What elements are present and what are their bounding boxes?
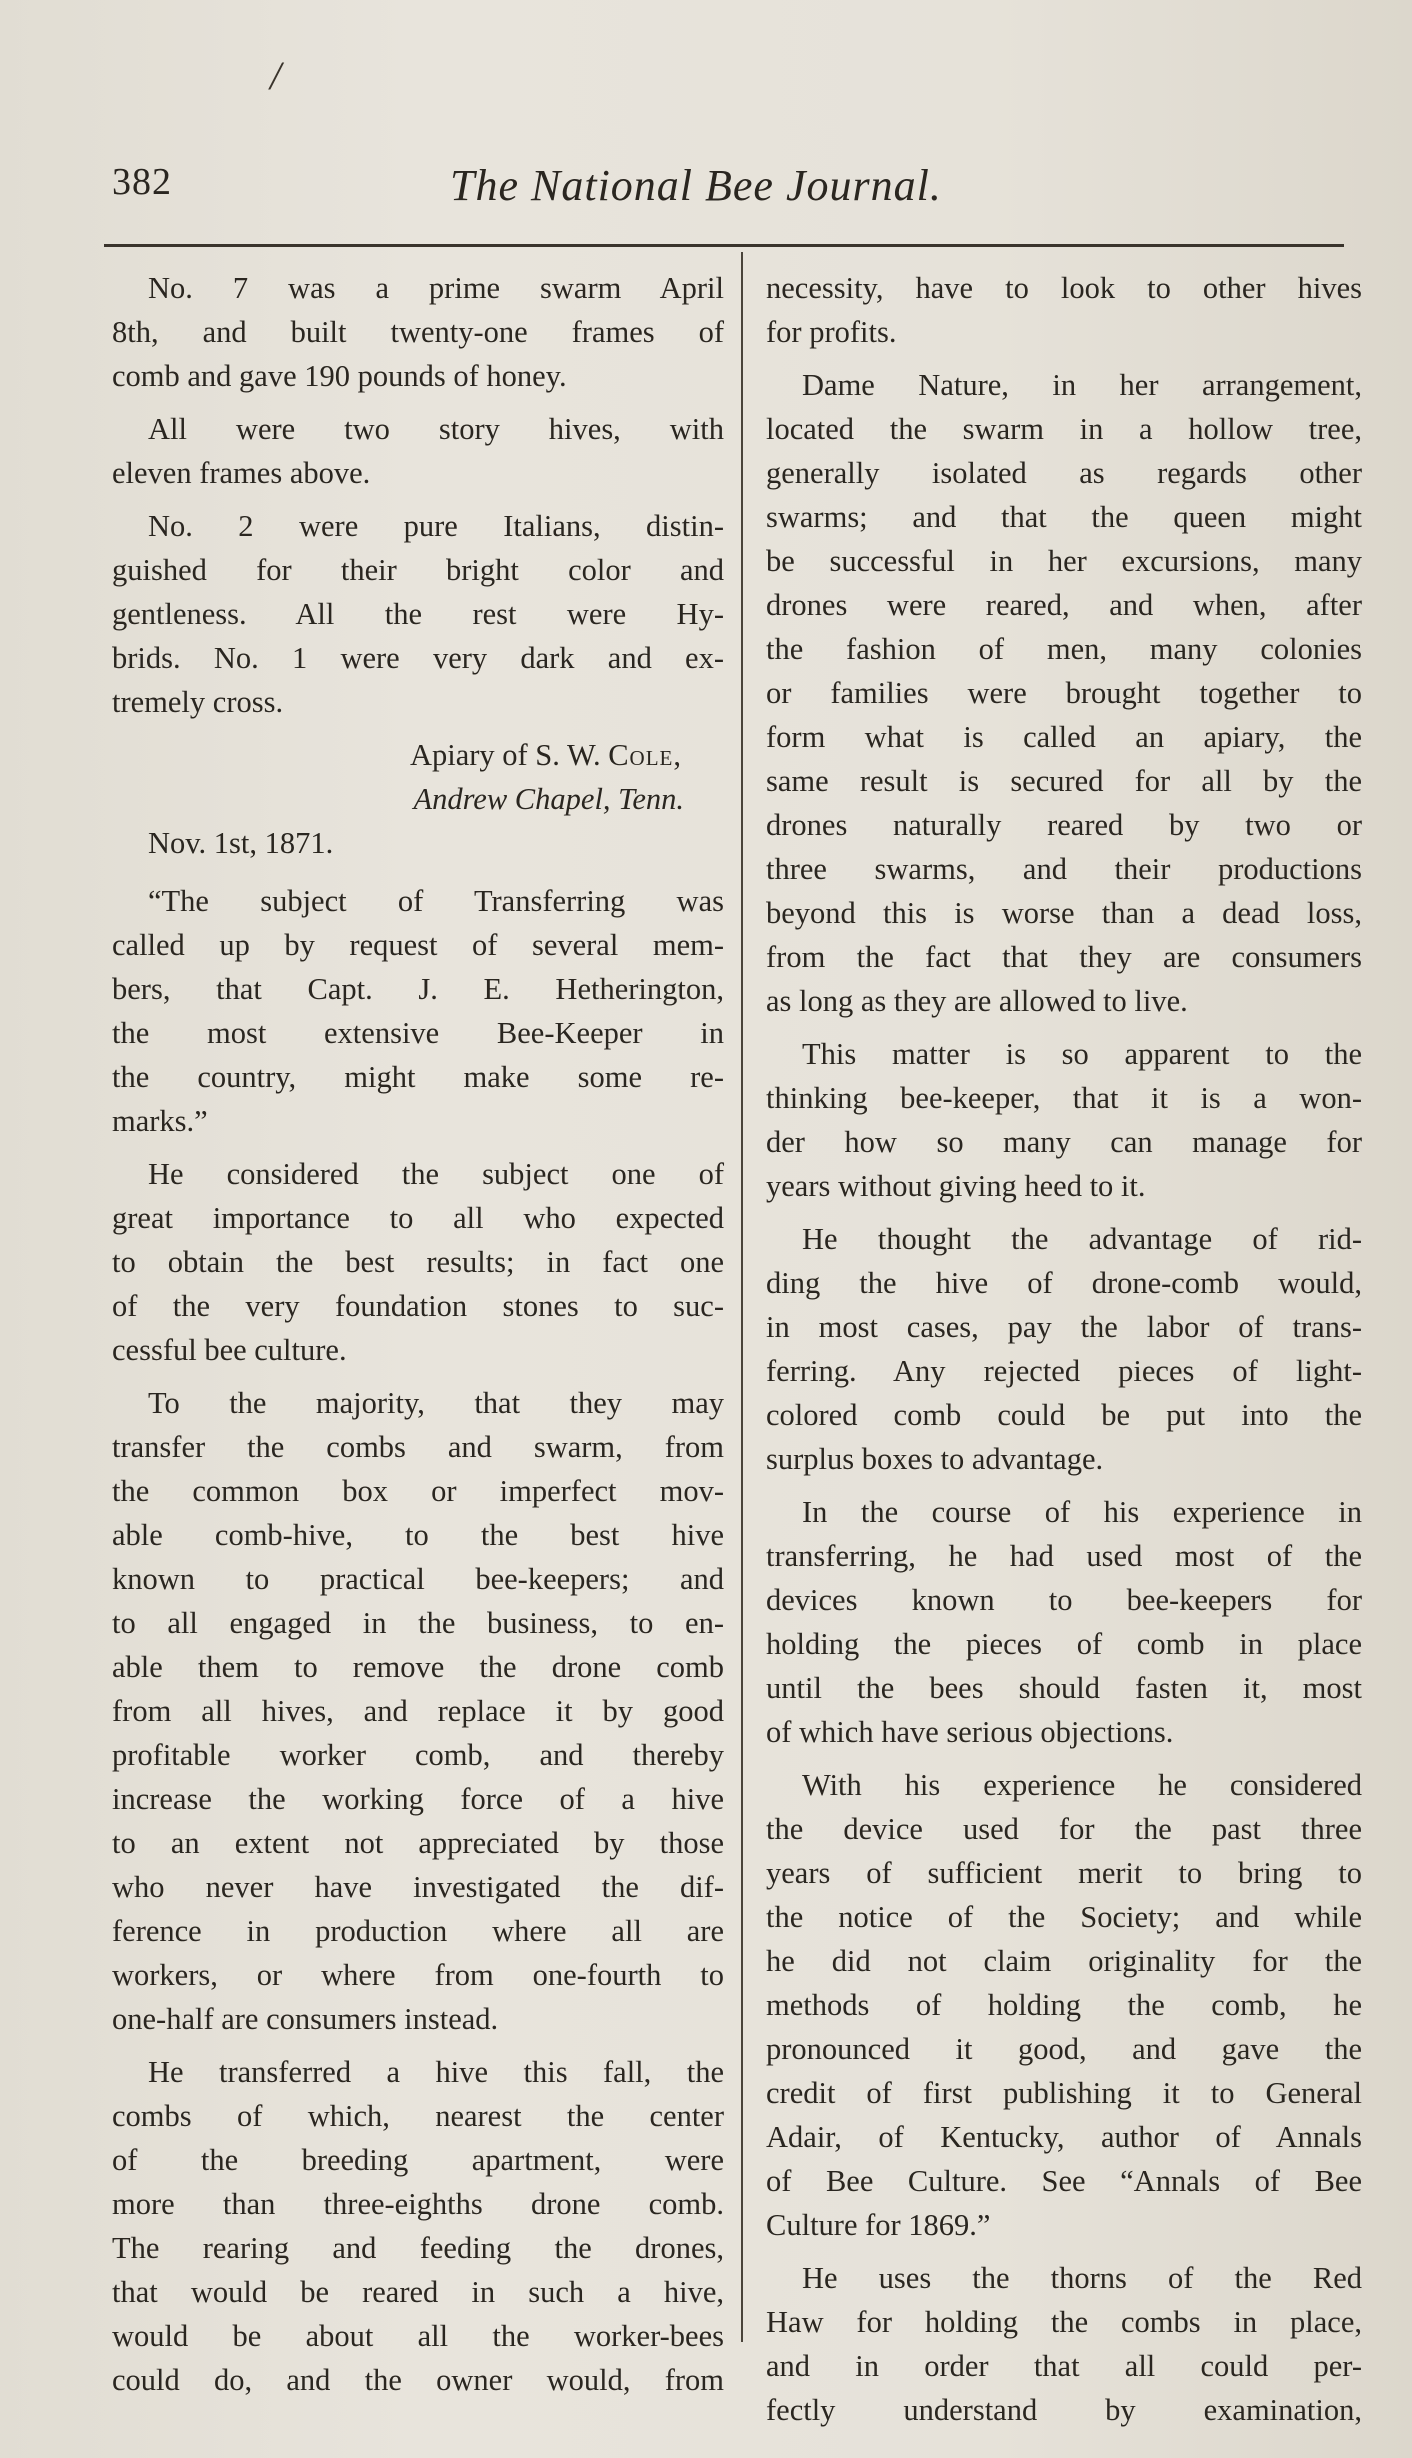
text-line: of the breeding apartment, were [112, 2143, 724, 2177]
paragraph [112, 504, 724, 724]
text-line: thinking bee-keeper, that it is a won- [766, 1081, 1362, 1115]
column-divider [741, 252, 743, 2342]
text-line: generally isolated as regards other [766, 456, 1362, 490]
text-line: of Bee Culture. See “Annals of Bee [766, 2164, 1362, 2198]
paragraph [766, 1217, 1362, 1481]
text-line: marks.” [112, 1104, 208, 1138]
text-line: eleven frames above. [112, 456, 371, 490]
text-line: combs of which, nearest the center [112, 2099, 724, 2133]
text-line: No. 7 was a prime swarm April [148, 271, 724, 305]
text-line: of the very foundation stones to suc- [112, 1289, 724, 1323]
text-line: to obtain the best results; in fact one [112, 1245, 724, 1279]
text-line: He considered the subject one of [148, 1157, 724, 1191]
text-line: form what is called an apiary, the [766, 720, 1362, 754]
dateline: Nov. 1st, 1871. [148, 826, 334, 860]
page-number: 382 [112, 161, 172, 203]
text-line: colored comb could be put into the [766, 1398, 1362, 1432]
text-line: increase the working force of a hive [112, 1782, 724, 1816]
text-line: the country, might make some re- [112, 1060, 724, 1094]
text-line: be successful in her excursions, many [766, 544, 1362, 578]
paragraph [112, 2050, 724, 2402]
text-line: guished for their bright color and [112, 553, 724, 587]
text-line: the notice of the Society; and while [766, 1900, 1362, 1934]
signature-name-line [112, 733, 724, 777]
text-line: the fashion of men, many colonies [766, 632, 1362, 666]
text-line: der how so many can manage for [766, 1125, 1362, 1159]
text-line: swarms; and that the queen might [766, 500, 1362, 534]
text-line: to all engaged in the business, to en- [112, 1606, 724, 1640]
text-line: credit of first publishing it to General [766, 2076, 1362, 2110]
text-line: that would be reared in such a hive, [112, 2275, 724, 2309]
text-line: He transferred a hive this fall, the [148, 2055, 724, 2089]
text-line: from all hives, and replace it by good [112, 1694, 724, 1728]
text-line: cessful bee culture. [112, 1333, 347, 1367]
text-line: Adair, of Kentucky, author of Annals [766, 2120, 1362, 2154]
text-line: able comb-hive, to the best hive [112, 1518, 724, 1552]
paragraph [766, 266, 1362, 354]
signature-prefix: Apiary of S. W. [409, 738, 609, 772]
text-line: as long as they are allowed to live. [766, 984, 1188, 1018]
paragraph [766, 1490, 1362, 1754]
text-line: ding the hive of drone-comb would, [766, 1266, 1362, 1300]
text-line: This matter is so apparent to the [802, 1037, 1362, 1071]
text-line: To the majority, that they may [148, 1386, 724, 1420]
text-line: three swarms, and their productions [766, 852, 1362, 886]
text-line: ference in production where all are [112, 1914, 724, 1948]
text-line: In the course of his experience in [802, 1495, 1362, 1529]
text-line: transferring, he had used most of the [766, 1539, 1362, 1573]
text-line: located the swarm in a hollow tree, [766, 412, 1362, 446]
text-line: to an extent not appreciated by those [112, 1826, 724, 1860]
text-line: profitable worker comb, and thereby [112, 1738, 724, 1772]
text-line: one-half are consumers instead. [112, 2002, 499, 2036]
text-line: the common box or imperfect mov- [112, 1474, 724, 1508]
text-line: bers, that Capt. J. E. Hetherington, [112, 972, 724, 1006]
text-line: in most cases, pay the labor of trans- [766, 1310, 1362, 1344]
text-line: could do, and the owner would, from [112, 2363, 724, 2397]
text-line: and in order that all could per- [766, 2349, 1362, 2383]
signature-surname: Cole, [608, 738, 682, 772]
paragraph [766, 1763, 1362, 2247]
text-line: workers, or where from one-fourth to [112, 1958, 724, 1992]
text-line: devices known to bee-keepers for [766, 1583, 1362, 1617]
text-line: comb and gave 190 pounds of honey. [112, 359, 567, 393]
text-line: would be about all the worker-bees [112, 2319, 724, 2353]
text-line: brids. No. 1 were very dark and ex- [112, 641, 724, 675]
text-line: drones were reared, and when, after [766, 588, 1362, 622]
running-title: The National Bee Journal. [450, 161, 942, 210]
text-line: or families were brought together to [766, 676, 1362, 710]
text-line: fectly understand by examination, [766, 2393, 1362, 2427]
text-line: the most extensive Bee-Keeper in [112, 1016, 724, 1050]
text-line: No. 2 were pure Italians, distin- [148, 509, 724, 543]
paragraph [112, 1152, 724, 1372]
text-line: holding the pieces of comb in place [766, 1627, 1362, 1661]
signature-place: Andrew Chapel, Tenn. [413, 782, 684, 816]
text-line: necessity, have to look to other hives [766, 271, 1362, 305]
text-line: ferring. Any rejected pieces of light- [766, 1354, 1362, 1388]
text-line: same result is secured for all by the [766, 764, 1362, 798]
text-line: He thought the advantage of rid- [802, 1222, 1362, 1256]
text-line: gentleness. All the rest were Hy- [112, 597, 724, 631]
left-column [112, 266, 724, 2411]
text-line: who never have investigated the dif- [112, 1870, 724, 1904]
text-line: he did not claim originality for the [766, 1944, 1362, 1978]
text-line: from the fact that they are consumers [766, 940, 1362, 974]
paragraph [112, 1381, 724, 2041]
text-line: called up by request of several mem- [112, 928, 724, 962]
page-header [112, 160, 1342, 220]
text-line: pronounced it good, and gave the [766, 2032, 1362, 2066]
text-line: All were two story hives, with [148, 412, 724, 446]
text-line: known to practical bee-keepers; and [112, 1562, 724, 1596]
text-line: years without giving heed to it. [766, 1169, 1146, 1203]
paragraph [112, 879, 724, 1143]
text-line: “The subject of Transferring was [148, 884, 724, 918]
text-line: beyond this is worse than a dead loss, [766, 896, 1362, 930]
stray-pencil-mark: / [270, 53, 282, 98]
text-line: drones naturally reared by two or [766, 808, 1362, 842]
text-line: able them to remove the drone comb [112, 1650, 724, 1684]
paragraph [112, 266, 724, 398]
text-line: He uses the thorns of the Red [802, 2261, 1362, 2295]
text-line: transfer the combs and swarm, from [112, 1430, 724, 1464]
text-line: methods of holding the comb, he [766, 1988, 1362, 2022]
text-line: tremely cross. [112, 685, 284, 719]
text-line: With his experience he considered [802, 1768, 1362, 1802]
text-line: more than three-eighths drone comb. [112, 2187, 724, 2221]
paragraph [766, 363, 1362, 1023]
text-line: of which have serious objections. [766, 1715, 1174, 1749]
text-line: Dame Nature, in her arrangement, [802, 368, 1362, 402]
text-line: great importance to all who expected [112, 1201, 724, 1235]
text-line: surplus boxes to advantage. [766, 1442, 1104, 1476]
header-rule [104, 244, 1344, 247]
paragraph [766, 2256, 1362, 2432]
text-line: until the bees should fasten it, most [766, 1671, 1362, 1705]
right-column [766, 266, 1362, 2441]
text-line: the device used for the past three [766, 1812, 1362, 1846]
paragraph [766, 1032, 1362, 1208]
apiary-signature [112, 733, 724, 821]
text-line: 8th, and built twenty-one frames of [112, 315, 724, 349]
text-line: for profits. [766, 315, 897, 349]
text-line: Haw for holding the combs in place, [766, 2305, 1362, 2339]
paragraph [112, 407, 724, 495]
text-line: Culture for 1869.” [766, 2208, 991, 2242]
text-line: years of sufficient merit to bring to [766, 1856, 1362, 1890]
text-line: The rearing and feeding the drones, [112, 2231, 724, 2265]
